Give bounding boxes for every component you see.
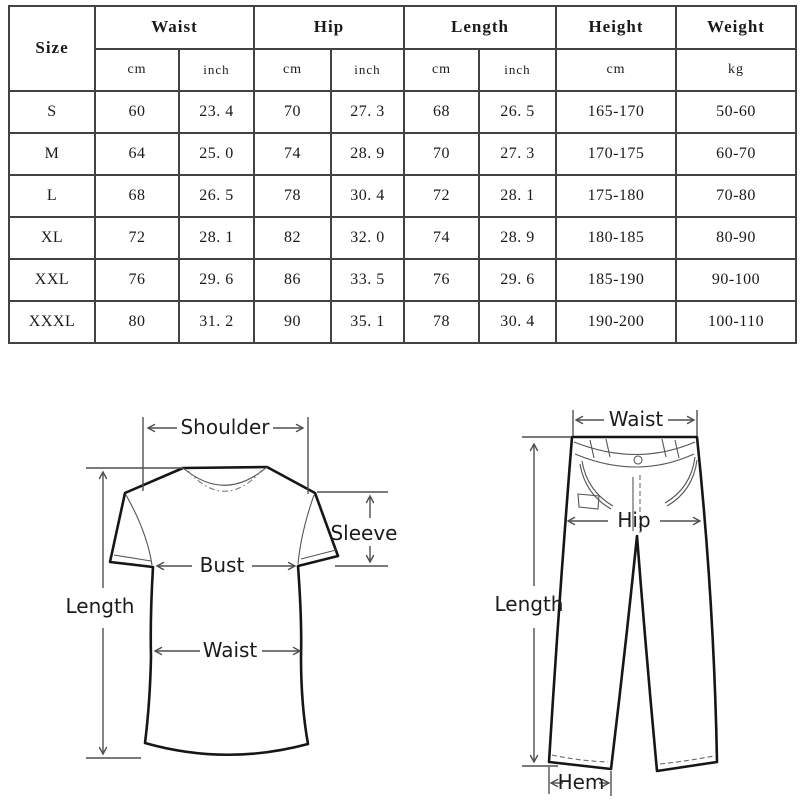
cell-hip-cm: 78 [254, 175, 331, 217]
cell-waist-inch: 31. 2 [179, 301, 254, 343]
cell-length-cm: 68 [404, 91, 479, 133]
cell-size: XXL [9, 259, 95, 301]
cell-hip-inch: 35. 1 [331, 301, 404, 343]
cell-height: 175-180 [556, 175, 676, 217]
cell-hip-inch: 33. 5 [331, 259, 404, 301]
cell-waist-inch: 26. 5 [179, 175, 254, 217]
cell-waist-inch: 29. 6 [179, 259, 254, 301]
size-chart-table [8, 5, 797, 344]
cell-length-cm: 74 [404, 217, 479, 259]
pants-length-label: Length [494, 592, 564, 616]
tshirt-diagram [66, 415, 398, 758]
cell-height: 170-175 [556, 133, 676, 175]
tshirt-outline [110, 467, 338, 755]
cell-size: S [9, 91, 95, 133]
col-header-waist: Waist [95, 6, 254, 49]
cell-hip-cm: 82 [254, 217, 331, 259]
cell-weight: 50-60 [676, 91, 796, 133]
shoulder-label: Shoulder [180, 415, 270, 439]
shirt-waist-label: Waist [202, 638, 258, 662]
unit-weight-kg: kg [676, 49, 796, 91]
cell-hip-inch: 28. 9 [331, 133, 404, 175]
measurement-diagrams [0, 370, 800, 800]
cell-weight: 100-110 [676, 301, 796, 343]
cell-length-cm: 78 [404, 301, 479, 343]
cell-weight: 60-70 [676, 133, 796, 175]
sleeve-label: Sleeve [330, 521, 398, 545]
bust-label: Bust [199, 553, 245, 577]
col-header-size: Size [9, 6, 95, 91]
unit-length-cm: cm [404, 49, 479, 91]
cell-size: XL [9, 217, 95, 259]
cell-waist-inch: 28. 1 [179, 217, 254, 259]
table-row-s [9, 91, 796, 133]
unit-height-cm: cm [556, 49, 676, 91]
table-row-xxxl [9, 301, 796, 343]
cell-size: L [9, 175, 95, 217]
hip-label: Hip [617, 508, 651, 532]
shirt-length-label: Length [65, 594, 135, 618]
table-row-m [9, 133, 796, 175]
cell-size: XXXL [9, 301, 95, 343]
pants-waist-label: Waist [608, 407, 664, 431]
cell-waist-cm: 64 [95, 133, 179, 175]
cell-waist-inch: 25. 0 [179, 133, 254, 175]
cell-length-cm: 72 [404, 175, 479, 217]
table-row-l [9, 175, 796, 217]
cell-hip-inch: 32. 0 [331, 217, 404, 259]
cell-hip-cm: 86 [254, 259, 331, 301]
cell-waist-cm: 76 [95, 259, 179, 301]
table-row-xl [9, 217, 796, 259]
cell-length-inch: 28. 1 [479, 175, 556, 217]
cell-hip-inch: 30. 4 [331, 175, 404, 217]
cell-waist-inch: 23. 4 [179, 91, 254, 133]
cell-waist-cm: 72 [95, 217, 179, 259]
unit-hip-cm: cm [254, 49, 331, 91]
col-header-hip: Hip [254, 6, 404, 49]
cell-weight: 90-100 [676, 259, 796, 301]
table-row-xxl [9, 259, 796, 301]
cell-waist-cm: 60 [95, 91, 179, 133]
hem-label: Hem [557, 770, 605, 794]
cell-height: 180-185 [556, 217, 676, 259]
cell-hip-inch: 27. 3 [331, 91, 404, 133]
cell-height: 185-190 [556, 259, 676, 301]
cell-weight: 70-80 [676, 175, 796, 217]
unit-waist-inch: inch [179, 49, 254, 91]
cell-length-inch: 28. 9 [479, 217, 556, 259]
cell-waist-cm: 80 [95, 301, 179, 343]
cell-weight: 80-90 [676, 217, 796, 259]
cell-length-inch: 29. 6 [479, 259, 556, 301]
cell-length-cm: 70 [404, 133, 479, 175]
cell-hip-cm: 70 [254, 91, 331, 133]
unit-hip-inch: inch [331, 49, 404, 91]
cell-length-inch: 30. 4 [479, 301, 556, 343]
cell-waist-cm: 68 [95, 175, 179, 217]
unit-waist-cm: cm [95, 49, 179, 91]
col-header-length: Length [404, 6, 556, 49]
pants-diagram [495, 407, 717, 796]
col-header-weight: Weight [676, 6, 796, 49]
unit-length-inch: inch [479, 49, 556, 91]
cell-length-inch: 27. 3 [479, 133, 556, 175]
cell-hip-cm: 74 [254, 133, 331, 175]
cell-height: 190-200 [556, 301, 676, 343]
cell-hip-cm: 90 [254, 301, 331, 343]
cell-length-cm: 76 [404, 259, 479, 301]
col-header-height: Height [556, 6, 676, 49]
cell-size: M [9, 133, 95, 175]
cell-height: 165-170 [556, 91, 676, 133]
cell-length-inch: 26. 5 [479, 91, 556, 133]
